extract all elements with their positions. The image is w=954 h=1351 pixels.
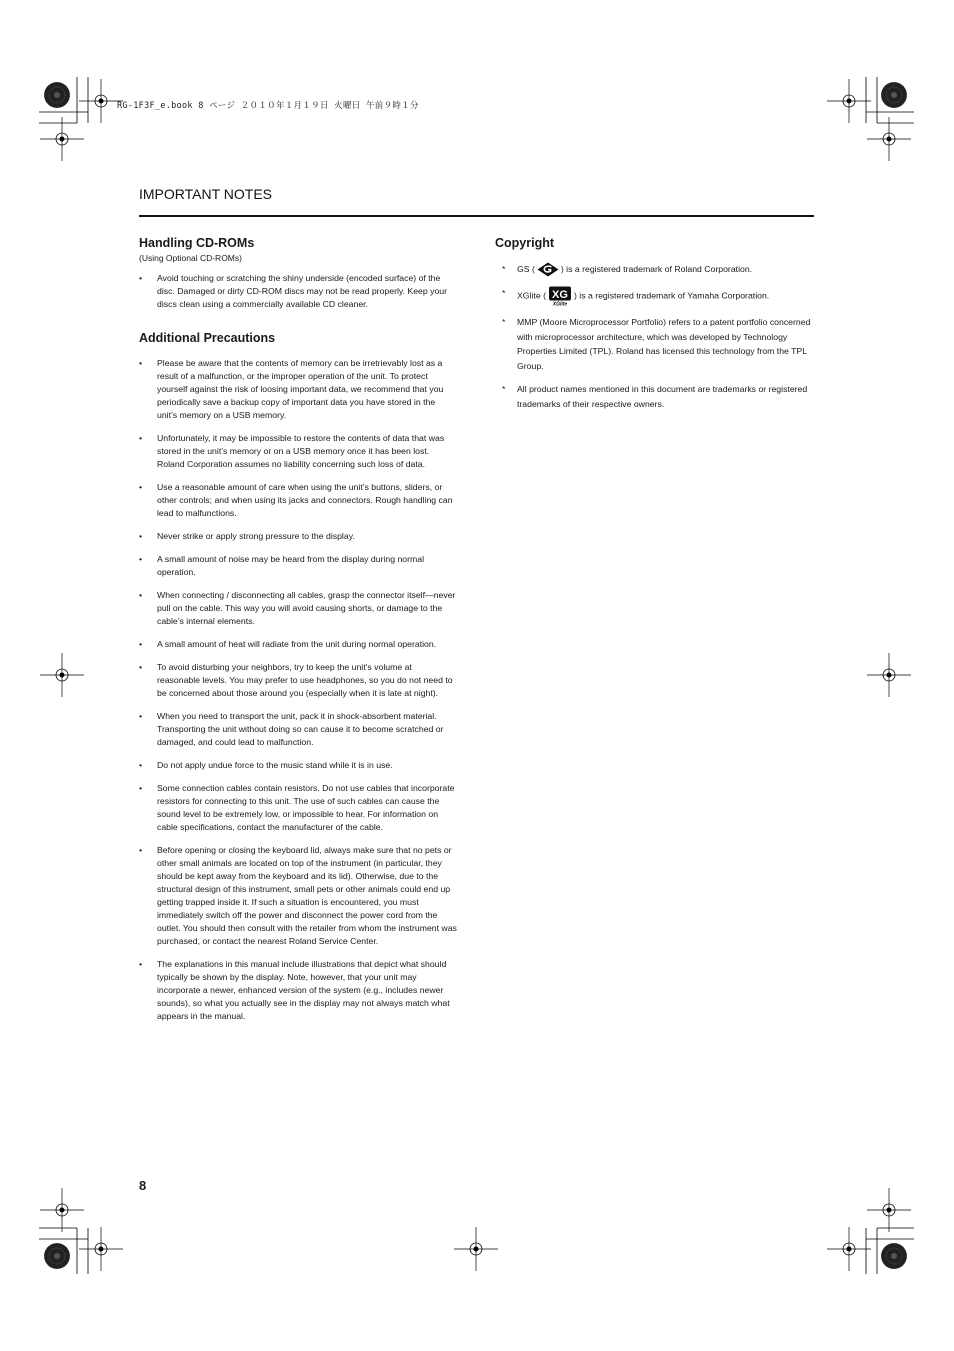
list-item: • A small amount of heat will radiate from the unit during normal operation. <box>139 639 437 649</box>
list-item: • Never strike or apply strong pressure to the display. <box>139 531 355 541</box>
list-item: * GS ( ) is a registered trademark of Roland Corporation. <box>495 262 813 277</box>
bullet-mark: • <box>139 531 143 541</box>
right-column <box>495 234 813 420</box>
bullet-mark: • <box>139 554 143 564</box>
page-number: 8 <box>139 1178 147 1193</box>
section-title-copyright: Copyright <box>495 236 555 250</box>
list-item: • Use a reasonable amount of care when using the unit’s buttons, sliders, or other controls; and when using its jacks and connectors. Rough handling can lead to malfunctions. <box>139 482 453 518</box>
list-item: • Avoid touching or scratching the shiny underside (encoded surface) of the disc. Damaged or dirty CD-ROM discs may not be read properly. Keep your discs clean using a commercially available CD cleaner. <box>139 273 448 309</box>
print-header: RG-1F3F_e.book 8 ページ ２０１０年１月１９日 火曜日 午前９時１分 <box>117 101 419 111</box>
registration-mark-icon <box>454 1227 498 1271</box>
registration-mark-icon <box>867 117 911 161</box>
heading-rule <box>139 215 814 217</box>
list-item: • To avoid disturbing your neighbors, try to keep the unit’s volume at reasonable levels. You may prefer to use headphones, so you do not need to be concerned about those around you (especially when it is late at night). <box>139 662 453 698</box>
bullet-mark: • <box>139 959 143 969</box>
bullet-mark: • <box>139 590 143 600</box>
asterisk-mark: * <box>502 288 506 299</box>
list-item: • Before opening or closing the keyboard lid, always make sure that no pets or other small animals are located on top of the instrument (in particular, they should be kept away from the keyboard and its lid). Otherwise, due to the structural design of this instrument, small pets or other animals could end up getting trapped inside it. If such a situation is encountered, you must immediately switch off the power and disconnect the power cord from the outlet. You should then consult with the retailer from whom the instrument was purchased, or contact the nearest Roland Service Center. <box>139 845 457 946</box>
registration-mark-icon <box>40 1188 84 1232</box>
precautions-list <box>139 357 457 1023</box>
xglite-logo-icon <box>548 286 572 306</box>
registration-mark-icon <box>40 653 84 697</box>
list-item: • Please be aware that the contents of memory can be irretrievably lost as a result of a malfunction, or the improper operation of the unit. To protect yourself against the risk of loosing important data, we recommend that you periodically save a backup copy of important data you have stored in the unit’s memory on a USB memory. <box>139 358 444 420</box>
bullet-mark: • <box>139 845 143 855</box>
color-wheel-icon <box>44 82 70 108</box>
list-item: * MMP (Moore Microprocessor Portfolio) refers to a patent portfolio concerned with microprocessor architecture, which was developed by Technology Properties Limited (TPL). Roland has licensed this technology from the TPL Group. <box>502 317 811 371</box>
bullet-mark: • <box>139 433 143 443</box>
bullet-mark: • <box>139 639 143 649</box>
bullet-mark: • <box>139 662 143 672</box>
bullet-mark: • <box>139 358 143 368</box>
svg-text:XG: XG <box>552 289 568 302</box>
bullet-mark: • <box>139 711 143 721</box>
registration-mark-icon <box>867 1188 911 1232</box>
bullet-mark: • <box>139 273 143 283</box>
color-wheel-icon <box>881 1243 907 1269</box>
section-title-cdroms: Handling CD-ROMs <box>139 236 255 250</box>
cdrom-list <box>139 272 457 311</box>
page-title: IMPORTANT NOTES <box>139 186 273 202</box>
registration-mark-icon <box>867 653 911 697</box>
section-title-precautions: Additional Precautions <box>139 331 276 345</box>
copyright-list <box>495 262 813 411</box>
bullet-mark: • <box>139 482 143 492</box>
svg-text:XGlite: XGlite <box>552 301 568 307</box>
bullet-mark: • <box>139 783 143 793</box>
color-wheel-icon <box>881 82 907 108</box>
list-item: • Do not apply undue force to the music stand while it is in use. <box>139 760 393 770</box>
bullet-mark: • <box>139 760 143 770</box>
registration-mark-icon <box>79 1227 123 1271</box>
list-item: • When connecting / disconnecting all cables, grasp the connector itself—never pull on the cable. This way you will avoid causing shorts, or damage to the cable’s internal elements. <box>139 590 456 626</box>
gs-logo-icon <box>537 262 559 277</box>
asterisk-mark: * <box>502 384 506 395</box>
asterisk-mark: * <box>502 264 506 274</box>
registration-mark-icon <box>40 117 84 161</box>
registration-mark-icon <box>827 1227 871 1271</box>
registration-mark-icon <box>827 79 871 123</box>
section-subtitle-cdroms: (Using Optional CD-ROMs) <box>139 253 242 263</box>
color-wheel-icon <box>44 1243 70 1269</box>
list-item: * All product names mentioned in this document are trademarks or registered trademarks of their respective owners. <box>502 384 808 409</box>
list-item: • A small amount of noise may be heard from the display during normal operation. <box>139 554 425 577</box>
left-column <box>139 234 457 1033</box>
asterisk-mark: * <box>502 317 506 328</box>
list-item: • Unfortunately, it may be impossible to restore the contents of data that was stored in the unit’s memory or on a USB memory once it has been lost. Roland Corporation assumes no liability concerning such loss of data. <box>139 433 445 469</box>
list-item: • Some connection cables contain resistors. Do not use cables that incorporate resistors for connecting to this unit. The use of such cables can cause the sound level to be extremely low, or impossible to hear. For information on cable specifications, contact the manufacturer of the cable. <box>139 783 455 832</box>
list-item: * XGlite ( XG XGlite ) is a registered trademark of Yamaha Corporation. <box>502 288 770 307</box>
list-item: • When you need to transport the unit, pack it in shock-absorbent material. Transporting the unit without doing so can cause it to become scratched or damaged, and could lead to malfunction. <box>139 711 444 747</box>
list-item: • The explanations in this manual include illustrations that depict what should typically be shown by the display. Note, however, that your unit may incorporate a newer, enhanced version of the system (e.g., includes newer sounds), so what you actually see in the display may not always match what appears in the manual. <box>139 959 450 1021</box>
